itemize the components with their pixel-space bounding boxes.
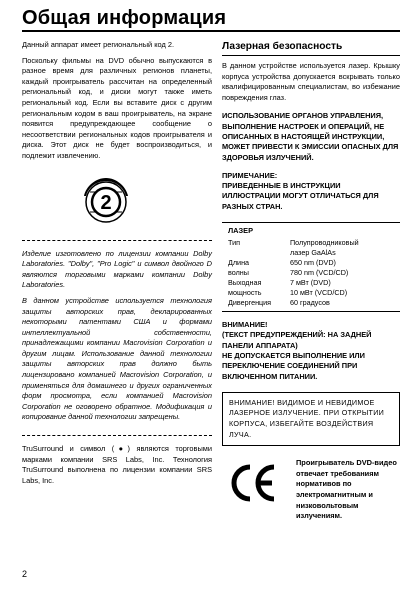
table-row: Дивергенция 60 градусов	[228, 298, 330, 308]
section-divider	[222, 55, 400, 56]
laser-warning-box: ВНИМАНИЕ! ВИДИМОЕ И НЕВИДИМОЕ ЛАЗЕРНОЕ ИЗЛУЧЕНИЕ. ПРИ ОТКРЫТИИ КОРПУСА, ИЗБЕГАЙТЕ ВОЗДЕЙСТВИЯ ЛУЧА.	[222, 392, 400, 446]
note-label: ПРИМЕЧАНИЕ:	[222, 170, 278, 180]
ce-mark-icon	[230, 463, 278, 503]
dashed-divider	[22, 240, 212, 241]
right-column	[222, 40, 400, 522]
region-2-icon	[80, 176, 132, 228]
ce-compliance	[222, 458, 400, 522]
note-text: ПРИВЕДЕННЫЕ В ИНСТРУКЦИИ ИЛЛЮСТРАЦИИ МОГУТ ОТЛИЧАТЬСЯ ДЛЯ РАЗНЫХ СТРАН.	[222, 181, 379, 211]
table-row: Выходная 7 мВт (DVD)	[228, 278, 331, 288]
region-number: 2	[100, 191, 112, 214]
attention-text: НЕ ДОПУСКАЕТСЯ ВЫПОЛНЕНИЕ ИЛИ ПЕРЕКЛЮЧЕНИЕ СОЕДИНЕНИЙ ПРИ ВКЛЮЧЕННОМ ПИТАНИИ.	[222, 350, 365, 381]
table-divider	[222, 311, 400, 312]
laser-spec-table	[222, 238, 400, 308]
table-row: мощность 10 мВт (VCD/CD)	[228, 288, 348, 298]
region-code-paragraph: Данный аппарат имеет региональный код 2.	[22, 40, 174, 49]
page-number: 2	[22, 569, 28, 579]
page-header	[22, 6, 400, 32]
controls-warning: ИСПОЛЬЗОВАНИЕ ОРГАНОВ УПРАВЛЕНИЯ, ВЫПОЛНЕНИЕ НАСТРОЕК И ОПЕРАЦИЙ, НЕ ОПИСАННЫХ В НАСТОЯЩЕЙ ИНСТРУКЦИИ, МОЖЕТ ПРИВЕСТИ К ЭМИССИИ ОПАСНЫХ ДЛЯ ЗДОРОВЬЯ ИЗЛУЧЕНИЙ.	[222, 111, 399, 162]
dashed-divider	[22, 435, 212, 436]
attention-subtitle: (ТЕКСТ ПРЕДУПРЕЖДЕНИЙ: НА ЗАДНЕЙ ПАНЕЛИ АППАРАТА)	[222, 330, 372, 350]
table-row: волны 780 nm (VCD/CD)	[228, 268, 349, 278]
laser-spec-block	[222, 222, 400, 312]
laser-safety-paragraph: В данном устройстве используется лазер. Крышку корпуса устройства допускается вскрывать только квалифицированным специалистам, во избежание повреждения глаз.	[222, 61, 400, 102]
table-row: лазер GaAlAs	[290, 248, 336, 258]
laser-safety-heading: Лазерная безопасность	[222, 41, 343, 52]
dolby-license-text: Изделие изготовлено по лицензии компании Dolby Laboratories. "Dolby", "Pro Logic" и символ двойного D являются торговыми марками компании Dolby Laboratories.	[22, 248, 212, 290]
region-explanation-paragraph: Поскольку фильмы на DVD обычно выпускаются в разное время для различных регионов планеты, каждый проигрыватель рассчитан на определенный региональный код, и диски могут также иметь региональный код. Если вы вставите диск с другим региональным кодом в ваш проигрыватель, на экране появится предупреждающее сообщение о несоответствии региональных кодов проигрывателя и диска. Этот диск не будет воспроизводиться, и подлежит извлечению.	[22, 55, 212, 160]
ce-compliance-text: Проигрыватель DVD-видео отвечает требованиям нормативов по электромагнитным и низковольтовым излучениям.	[296, 458, 397, 521]
laser-spec-title: ЛАЗЕР	[228, 226, 254, 236]
page-title: Общая информация	[22, 7, 227, 29]
table-row: Тип Полупроводниковый	[228, 238, 359, 248]
trusurround-text: TruSurround и символ (●) являются торговыми марками компании SRS Labs, Inc. Технология TruSurround выполнена по лицензии компании SRS Labs, Inc.	[22, 444, 212, 485]
attention-label: ВНИМАНИЕ!	[222, 320, 268, 330]
macrovision-text: В данном устройстве используется технология защиты авторских прав, декларированных некоторыми патентами США и формами интеллектуальной собственности, принадлежащими компании Macrovision Corporation и другим лицам. Использование данной технологии защиты авторских прав должно быть лицензировано компанией Macrovision Corporation, и применяться для домашнего и других ограниченных форм просмотра, если компанией Macrovision Corporation не оговорено обратное. Модификация и копирование данной технологии запрещены.	[22, 295, 212, 422]
left-column	[22, 40, 212, 486]
table-row: Длина 650 nm (DVD)	[228, 258, 336, 268]
